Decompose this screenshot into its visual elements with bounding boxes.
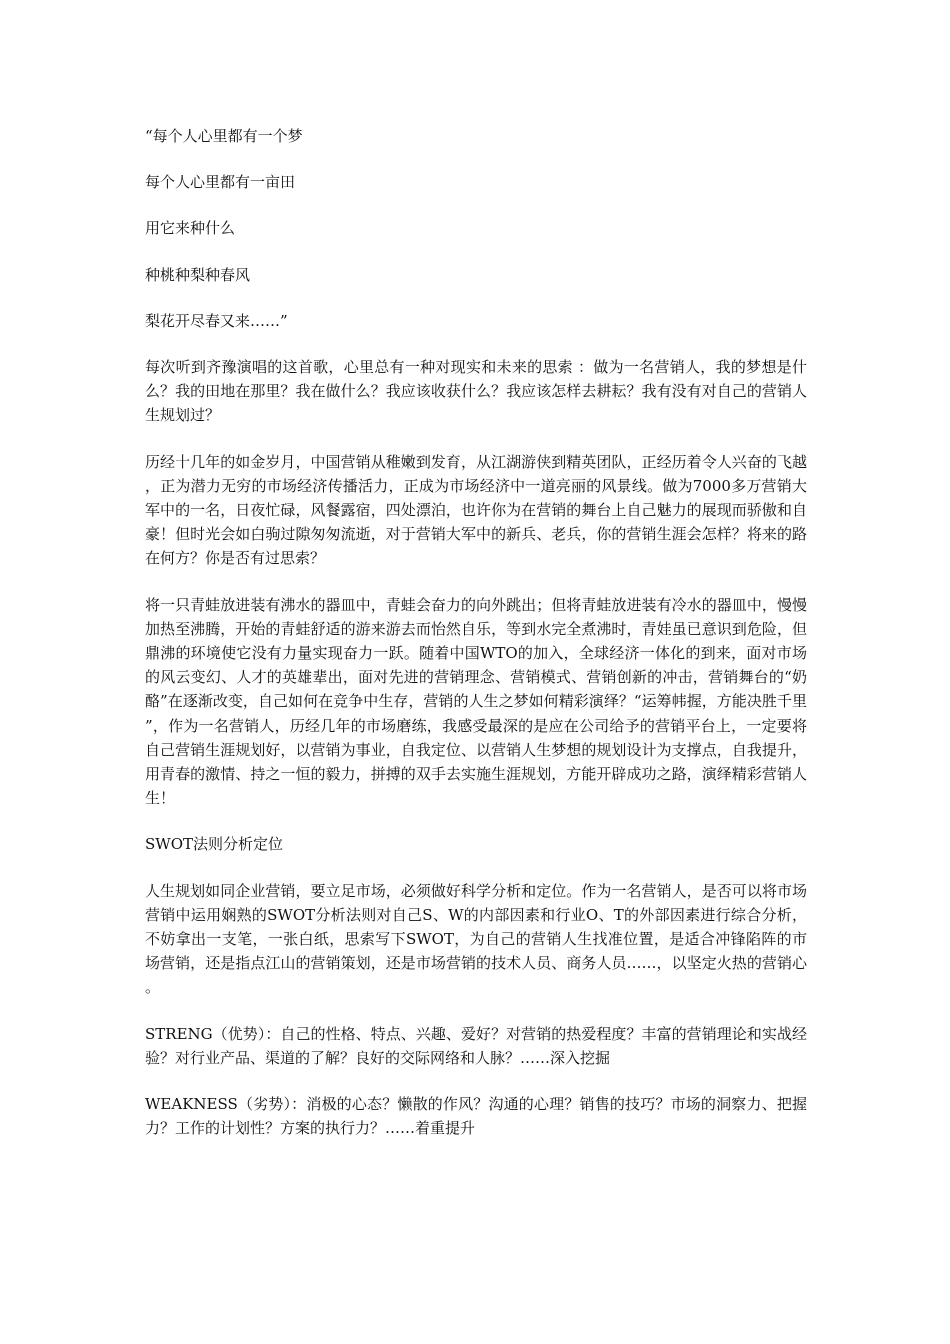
paragraph-swot-analysis: 人生规划如同企业营销，要立足市场，必须做好科学分析和定位。作为一名营销人，是否可以将市场营销中运用娴熟的SWOT分析法则对自己S、W的内部因素和行业O、T的外部因素进行综合分析，不妨拿出一支笔，一张白纸，思索写下SWOT，为自己的营销人生找准位置，是适合冲锋陷阵的市场营销，还是指点江山的营销策划，还是市场营销的技术人员、商务人员……，以坚定火热的营销心。 [145,881,807,997]
poem-line-5: 梨花开尽春又来……” [145,311,288,330]
poem-line-2: 每个人心里都有一亩田 [145,173,296,192]
paragraph-strengths: STRENG（优势）：自己的性格、特点、兴趣、爱好？对营销的热爱程度？丰富的营销理论和实战经验？对行业产品、渠道的了解？良好的交际网络和人脉？……深入挖掘 [145,1024,807,1067]
paragraph-song-reflection: 每次听到齐豫演唱的这首歌，心里总有一种对现实和未来的思索 ：做为一名营销人，我的梦想是什么？我的田地在那里？我在做什么？我应该收获什么？我应该怎样去耕耘？我有没有对自己的营销人生规划过？ [145,358,807,425]
paragraph-frog-metaphor: 将一只青蛙放进装有沸水的器皿中，青蛙会奋力的向外跳出；但将青蛙放进装有冷水的器皿中，慢慢加热至沸腾，开始的青蛙舒适的游来游去而怡然自乐，等到水完全煮沸时，青娃虽已意识到危险，但鼎沸的环境使它没有力量实现奋力一跃。随着中国WTO的加入，全球经济一体化的到来，面对市场的风云变幻、人才的英雄辈出，面对先进的营销理念、营销模式、营销创新的冲击，营销舞台的“奶酪”在逐渐改变，自己如何在竞争中生存，营销的人生之梦如何精彩演绎？“运筹帏握，方能决胜千里”，作为一名营销人，历经几年的市场磨练，我感受最深的是应在公司给予的营销平台上，一定要将自己营销生涯规划好，以营销为事业，自我定位、以营销人生梦想的规划设计为支撑点，自我提升，用青春的激情、持之一恒的毅力，拼搏的双手去实施生涯规划，方能开辟成功之路，演绎精彩营销人生！ [145,595,807,808]
poem-line-1: “每个人心里都有一个梦 [145,127,303,145]
section-heading-swot: SWOT法则分析定位 [145,835,283,854]
paragraph-marketing-history: 历经十几年的如金岁月，中国营销从稚嫩到发育，从江湖游侠到精英团队，正经历着令人兴奋的飞越，正为潜力无穷的市场经济传播活力，正成为市场经济中一道亮丽的风景线。做为7000多万营销大军中的一名，日夜忙碌，风餐露宿，四处漂泊，也许你为在营销的舞台上自己魅力的展现而骄傲和自豪！但时光会如白驹过隙匆匆流逝，对于营销大军中的新兵、老兵，你的营销生涯会怎样？将来的路在何方？你是否有过思索？ [145,452,807,568]
poem-line-4: 种桃种梨种春风 [145,265,251,284]
poem-line-3: 用它来种什么 [145,219,236,238]
paragraph-weaknesses: WEAKNESS（劣势）：消极的心态？懒散的作风？沟通的心理？销售的技巧？市场的洞察力、把握力？工作的计划性？方案的执行力？……着重提升 [145,1095,807,1138]
document-body [145,124,807,1163]
